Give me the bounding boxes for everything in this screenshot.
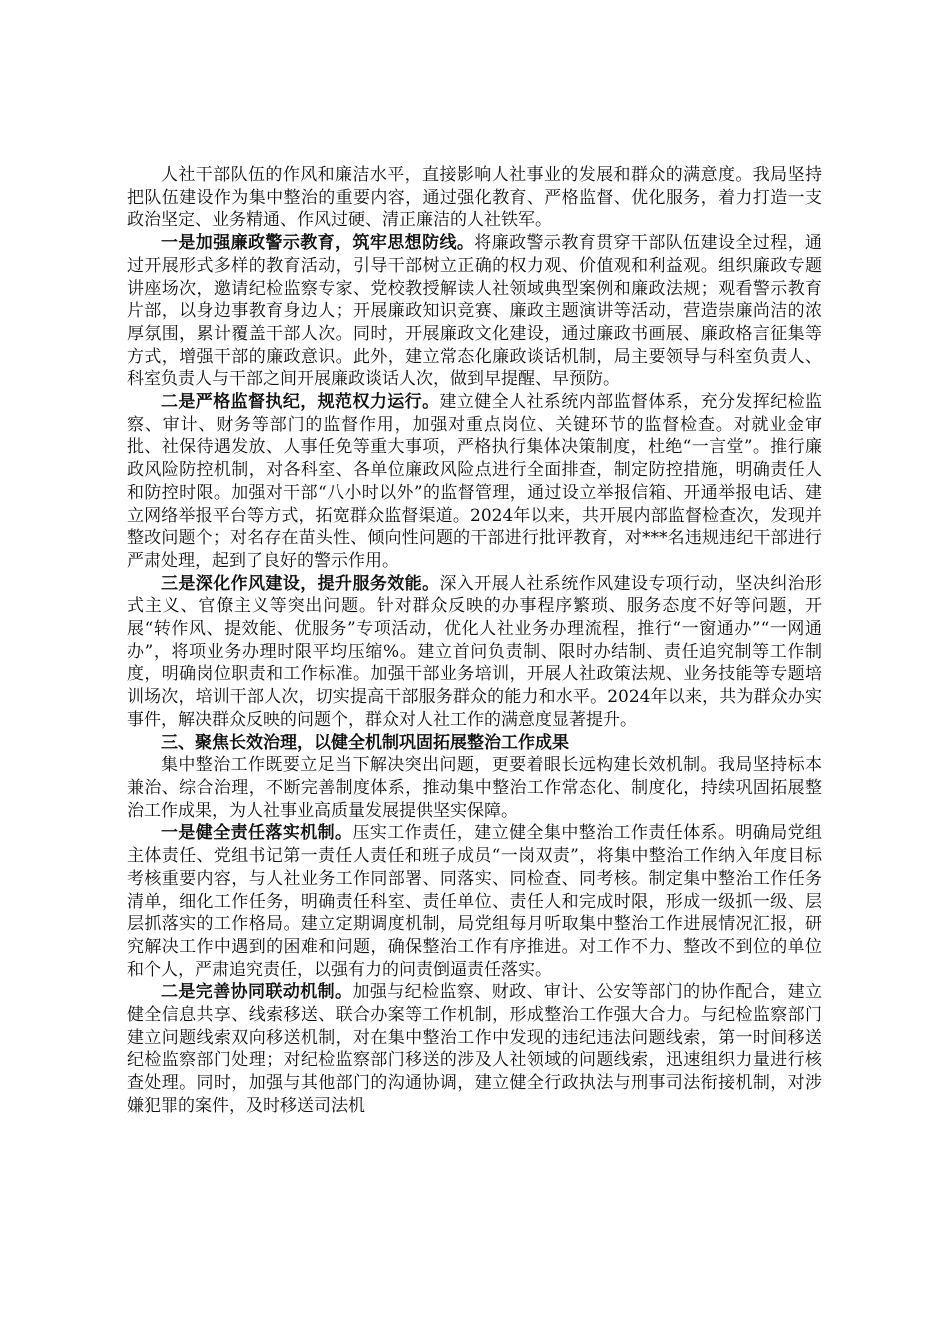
paragraph-text: 将廉政警示教育贯穿干部队伍建设全过程，通过开展形式多样的教育活动，引导干部树立正确的权力观、价值观和利益观。组织廉政专题讲座场次，邀请纪检监察专家、党校教授解读人社领域典型案例和廉政法规；观看警示教育片部，以身边事教育身边人；开展廉政知识竞赛、廉政主题演讲等活动，营造崇廉尚洁的浓厚氛围，累计覆盖干部人次。同时，开展廉政文化建设，通过廉政书画展、廉政格言征集等方式，增强干部的廉政意识。此外，建立常态化廉政谈话机制，局主要领导与科室负责人、科室负责人与干部之间开展廉政谈话人次，做到早提醒、早预防。	[127, 233, 822, 390]
document-body	[127, 164, 822, 1118]
paragraph-supervision	[127, 391, 822, 573]
paragraph-anti-corruption-education	[127, 232, 822, 391]
paragraph-text: 集中整治工作既要立足当下解决突出问题，更要着眼长远构建长效机制。我局坚持标本兼治、综合治理，不断完善制度体系，推动集中整治工作常态化、制度化，持续巩固拓展整治工作成果，为人社事业高质量发展提供坚实保障。	[127, 755, 822, 821]
paragraph-text: 深入开展人社系统作风建设专项行动，坚决纠治形式主义、官僚主义等突出问题。针对群众反映的办事程序繁琐、服务态度不好等问题，开展“转作风、提效能、优服务”专项活动，优化人社业务办理流程，推行“一窗通办”“一网通办”，将项业务办理时限平均压缩%。建立首问负责制、限时办结制、责任追究制等工作制度，明确岗位职责和工作标准。加强干部业务培训，开展人社政策法规、业务技能等专题培训场次，培训干部人次，切实提高干部服务群众的能力和水平。2024年以来，共为群众办实事件，解决群众反映的问题个，群众对人社工作的满意度显著提升。	[127, 573, 823, 730]
paragraph-lead: 三是深化作风建设，提升服务效能。	[161, 573, 440, 594]
paragraph-text: 压实工作责任，建立健全集中整治工作责任体系。明确局党组主体责任、党组书记第一责任人责任和班子成员“一岗双责”，将集中整治工作纳入年度目标考核重要内容，与人社业务工作同部署、同落实、同检查、同考核。制定集中整治工作任务清单，细化工作任务，明确责任科室、责任单位、责任人和完成时限，形成一级抓一级、层层抓落实的工作格局。建立定期调度机制，局党组每月听取集中整治工作进展情况汇报，研究解决工作中遇到的困难和问题，确保整治工作有序推进。对工作不力、整改不到位的单位和个人，严肃追究责任，以强有力的问责倒逼责任落实。	[127, 823, 823, 980]
section-heading: 三、聚焦长效治理，以健全机制巩固拓展整治工作成果	[161, 732, 569, 753]
paragraph-coordination	[127, 981, 822, 1117]
paragraph-responsibility	[127, 822, 822, 981]
paragraph-text: 加强与纪检监察、财政、审计、公安等部门的协作配合，建立健全信息共享、线索移送、联合办案等工作机制，形成整治工作强大合力。与纪检监察部门建立问题线索双向移送机制，对在集中整治工作中发现的违纪违法问题线索，第一时间移送纪检监察部门处理；对纪检监察部门移送的涉及人社领域的问题线索，迅速组织力量进行核查处理。同时，加强与其他部门的沟通协调，建立健全行政执法与刑事司法衔接机制，对涉嫌犯罪的案件，及时移送司法机	[127, 982, 823, 1116]
paragraph-lead: 二是严格监督执纪，规范权力运行。	[161, 392, 440, 413]
paragraph-lead: 一是加强廉政警示教育，筑牢思想防线。	[161, 233, 475, 254]
paragraph-long-term-intro	[127, 754, 822, 822]
paragraph-text: 建立健全人社系统内部监督体系，充分发挥纪检监察、审计、财务等部门的监督作用，加强对重点岗位、关键环节的监督检查。对就业金审批、社保待遇发放、人事任免等重大事项，严格执行集体决策制度，杜绝“一言堂”。推行廉政风险防控机制，对各科室、各单位廉政风险点进行全面排查，制定防控措施，明确责任人和防控时限。加强对干部“八小时以外”的监督管理，通过设立举报信箱、开通举报电话、建立网络举报平台等方式，拓宽群众监督渠道。2024年以来，共开展内部监督检查次，发现并整改问题个；对名存在苗头性、倾向性问题的干部进行批评教育，对***名违规违纪干部进行严肃处理，起到了良好的警示作用。	[127, 392, 823, 571]
paragraph-lead: 一是健全责任落实机制。	[161, 823, 353, 844]
paragraph-intro	[127, 164, 822, 232]
paragraph-work-style	[127, 573, 822, 732]
paragraph-lead: 二是完善协同联动机制。	[161, 982, 353, 1003]
paragraph-text: 人社干部队伍的作风和廉洁水平，直接影响人社事业的发展和群众的满意度。我局坚持把队伍建设作为集中整治的重要内容，通过强化教育、严格监督、优化服务，着力打造一支政治坚定、业务精通、作风过硬、清正廉洁的人社铁军。	[127, 165, 822, 231]
